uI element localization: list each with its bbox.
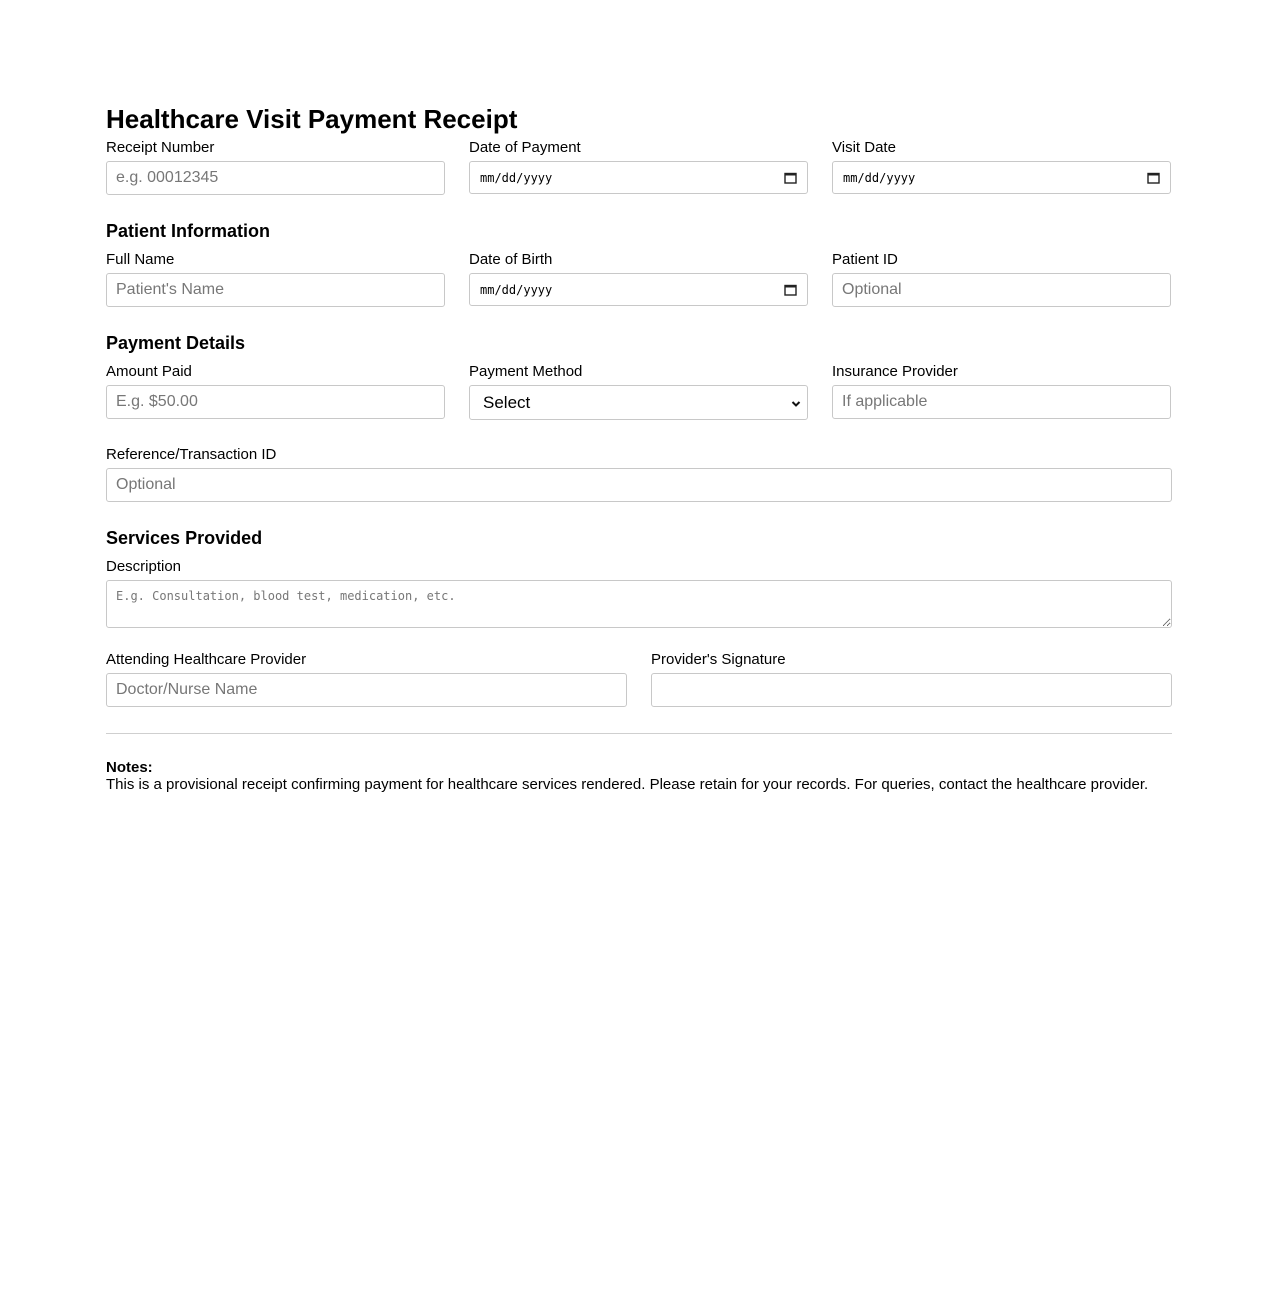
description-row — [106, 558, 1172, 628]
signature-label: Provider's Signature — [651, 651, 786, 668]
patient-id-label: Patient ID — [832, 251, 898, 268]
reference-input[interactable] — [106, 468, 1172, 502]
receipt-number-label: Receipt Number — [106, 139, 215, 156]
payment-method-group — [469, 363, 808, 420]
date-of-payment-input[interactable] — [469, 161, 808, 194]
header-fields-row — [106, 139, 1172, 195]
divider — [106, 733, 1172, 734]
calendar-icon[interactable] — [784, 284, 797, 296]
patient-id-group — [832, 251, 1171, 307]
payment-method-select[interactable] — [469, 385, 808, 420]
description-group — [106, 558, 1172, 628]
visit-date-input[interactable] — [832, 161, 1171, 194]
receipt-number-group — [106, 139, 445, 195]
description-label: Description — [106, 558, 182, 575]
payment-fields-row — [106, 363, 1172, 420]
provider-input[interactable] — [106, 673, 627, 707]
full-name-group — [106, 251, 445, 307]
payment-section-heading: Payment Details — [106, 333, 246, 353]
visit-date-label: Visit Date — [832, 139, 896, 156]
dob-group — [469, 251, 808, 307]
full-name-label: Full Name — [106, 251, 175, 268]
date-placeholder: mm/dd/yyyy — [843, 170, 916, 185]
dob-label: Date of Birth — [469, 251, 553, 268]
patient-fields-row — [106, 251, 1172, 307]
date-of-payment-label: Date of Payment — [469, 139, 581, 156]
provider-row — [106, 651, 1172, 707]
amount-paid-group — [106, 363, 445, 420]
services-section-heading: Services Provided — [106, 528, 263, 548]
date-of-payment-group — [469, 139, 808, 195]
provider-group — [106, 651, 627, 707]
full-name-input[interactable] — [106, 273, 445, 307]
payment-method-value: Select — [483, 392, 531, 412]
provider-label: Attending Healthcare Provider — [106, 651, 307, 668]
receipt-number-input[interactable] — [106, 161, 445, 195]
insurance-provider-label: Insurance Provider — [832, 363, 958, 380]
patient-id-input[interactable] — [832, 273, 1171, 307]
reference-label: Reference/Transaction ID — [106, 446, 277, 463]
receipt-form — [106, 103, 1172, 793]
notes-section — [106, 759, 1172, 793]
payment-method-label: Payment Method — [469, 363, 583, 380]
page-title: Healthcare Visit Payment Receipt — [106, 104, 518, 134]
insurance-provider-group — [832, 363, 1171, 420]
chevron-down-icon — [791, 393, 801, 413]
signature-input[interactable] — [651, 673, 1172, 707]
reference-row — [106, 446, 1172, 502]
insurance-provider-input[interactable] — [832, 385, 1171, 419]
amount-paid-label: Amount Paid — [106, 363, 192, 380]
date-placeholder: mm/dd/yyyy — [480, 170, 553, 185]
amount-paid-input[interactable] — [106, 385, 445, 419]
notes-text: This is a provisional receipt confirming payment for healthcare services rendered. Please retain for your records. For queries, contact the healthcare provider. — [106, 776, 1149, 793]
signature-group — [651, 651, 1172, 707]
calendar-icon[interactable] — [1147, 172, 1160, 184]
calendar-icon[interactable] — [784, 172, 797, 184]
description-textarea[interactable] — [106, 580, 1172, 628]
reference-group — [106, 446, 1172, 502]
visit-date-group — [832, 139, 1171, 195]
notes-title: Notes: — [106, 759, 153, 776]
date-placeholder: mm/dd/yyyy — [480, 282, 553, 297]
dob-input[interactable] — [469, 273, 808, 306]
patient-section-heading: Patient Information — [106, 221, 271, 241]
